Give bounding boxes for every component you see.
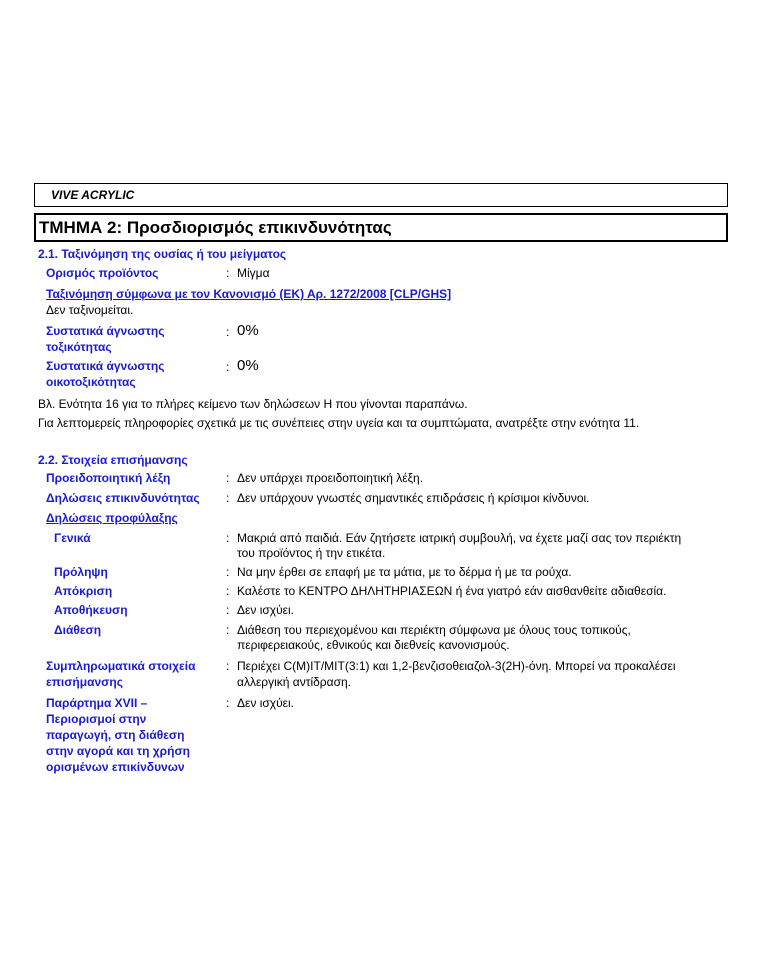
prevention-value: Να μην έρθει σε επαφή με τα μάτια, με το δέρμα ή με τα ρούχα. <box>237 565 572 579</box>
colon: : <box>226 603 230 617</box>
colon: : <box>226 325 230 339</box>
colon: : <box>226 266 230 280</box>
supplemental-label: Συμπληρωματικά στοιχεία <box>46 659 196 673</box>
precautionary-statements-link[interactable]: Δηλώσεις προφύλαξης <box>46 511 178 525</box>
unknown-toxicity-value: 0% <box>237 322 259 339</box>
annex-xvii-label-line2: Περιορισμοί στην <box>46 712 147 726</box>
supplemental-label-line2: επισήμανσης <box>46 675 123 689</box>
not-classified-text: Δεν ταξινομείται. <box>46 303 134 317</box>
colon: : <box>226 584 230 598</box>
section-title: ΤΜΗΜΑ 2: Προσδιορισμός επικινδυνότητας <box>39 218 392 237</box>
product-name: VIVE ACRYLIC <box>51 188 135 202</box>
colon: : <box>226 360 230 374</box>
disposal-value: Διάθεση του περιεχομένου και περιέκτη σύμφωνα με όλους τους τοπικούς, <box>237 623 631 637</box>
storage-value: Δεν ισχύει. <box>237 603 294 617</box>
section-title-box <box>34 213 728 242</box>
annex-xvii-label-line5: ορισμένων επικίνδυνων <box>46 760 185 774</box>
general-value: Μακριά από παιδιά. Εάν ζητήσετε ιατρική συμβουλή, να έχετε μαζί σας τον περιέκτη <box>237 531 682 545</box>
clp-classification-link[interactable]: Ταξινόμηση σύμφωνα με τον Κανονισμό (ΕΚ) Αρ. 1272/2008 [CLP/GHS] <box>46 287 452 301</box>
annex-xvii-label-line4: στην αγορά και τη χρήση <box>46 744 190 758</box>
signal-word-value: Δεν υπάρχει προειδοποιητική λέξη. <box>237 471 424 485</box>
disposal-label: Διάθεση <box>54 623 102 637</box>
colon: : <box>226 531 230 545</box>
general-label: Γενικά <box>54 531 91 545</box>
colon: : <box>226 565 230 579</box>
unknown-ecotoxicity-value: 0% <box>237 357 259 374</box>
prevention-label: Πρόληψη <box>54 565 108 579</box>
product-definition-label: Ορισμός προϊόντος <box>46 266 159 280</box>
unknown-toxicity-label-line2: τοξικότητας <box>46 340 112 354</box>
response-label: Απόκριση <box>54 584 113 598</box>
disposal-value-line2: περιφερειακούς, εθνικούς και διεθνείς κανονισμούς. <box>237 638 510 652</box>
subsection-heading-2-1: 2.1. Ταξινόμηση της ουσίας ή του μείγματος <box>38 247 287 261</box>
colon: : <box>226 491 230 505</box>
colon: : <box>226 696 230 710</box>
colon: : <box>226 659 230 673</box>
unknown-ecotoxicity-label: Συστατικά άγνωστης <box>46 359 165 373</box>
unknown-toxicity-label: Συστατικά άγνωστης <box>46 324 165 338</box>
response-value: Καλέστε το ΚΕΝΤΡΟ ΔΗΛΗΤΗΡΙΑΣΕΩΝ ή ένα γιατρό εάν αισθανθείτε αδιαθεσία. <box>237 584 667 598</box>
annex-xvii-label-line3: παραγωγή, στη διάθεση <box>46 728 185 742</box>
annex-xvii-label: Παράρτημα XVII – <box>46 696 148 710</box>
document-header <box>34 183 728 207</box>
supplemental-value-line2: αλλεργική αντίδραση. <box>237 675 351 689</box>
product-definition-value: Μίγμα <box>237 266 270 280</box>
general-value-line2: του προϊόντος ή την ετικέτα. <box>237 546 386 560</box>
unknown-ecotoxicity-label-line2: οικοτοξικότητας <box>46 375 136 389</box>
storage-label: Αποθήκευση <box>54 603 128 617</box>
section-16-note: Βλ. Ενότητα 16 για το πλήρες κείμενο των δηλώσεων Η που γίνονται παραπάνω. <box>38 397 468 411</box>
colon: : <box>226 623 230 637</box>
signal-word-label: Προειδοποιητική λέξη <box>46 471 171 485</box>
subsection-heading-2-2: 2.2. Στοιχεία επισήμανσης <box>38 453 188 467</box>
supplemental-value: Περιέχει C(M)IT/MIT(3:1) και 1,2-βενζισοθειαζολ-3(2H)-όνη. Μπορεί να προκαλέσει <box>237 659 676 673</box>
colon: : <box>226 471 230 485</box>
section-11-note: Για λεπτομερείς πληροφορίες σχετικά με τις συνέπειες στην υγεία και τα συμπτώματα, ανατρέξτε στην ενότητα 11. <box>38 416 640 430</box>
hazard-statements-value: Δεν υπάρχουν γνωστές σημαντικές επιδράσεις ή κρίσιμοι κίνδυνοι. <box>237 491 590 505</box>
annex-xvii-value: Δεν ισχύει. <box>237 696 294 710</box>
hazard-statements-label: Δηλώσεις επικινδυνότητας <box>46 491 200 505</box>
